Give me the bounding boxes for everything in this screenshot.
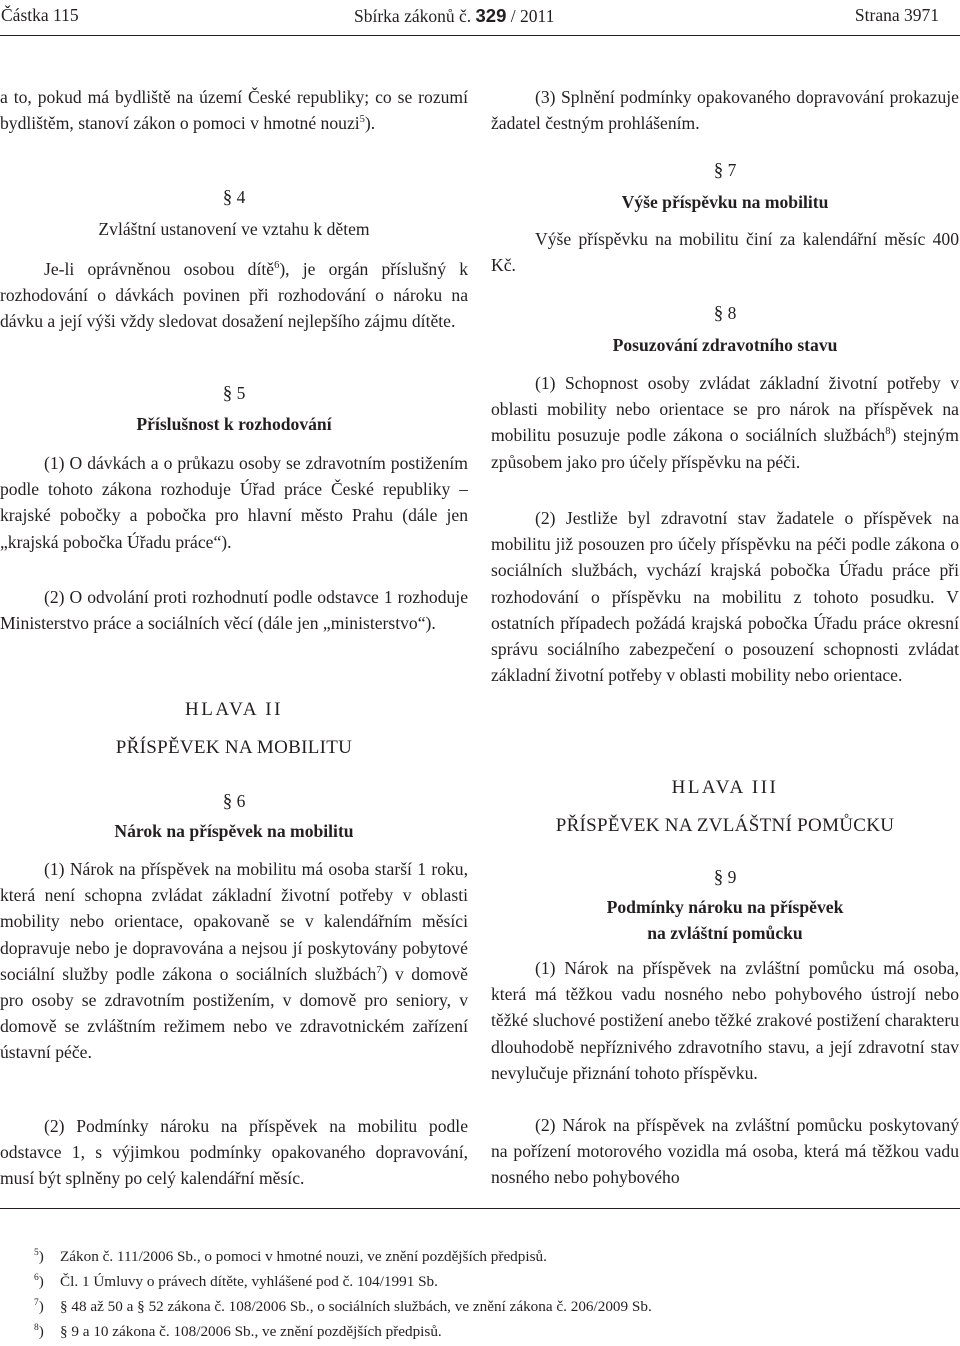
- footnote-ref: 8: [885, 426, 891, 438]
- section-6-para-1-b: ) v domově pro osoby se zdravotním postižením, v domově pro seniory, v domově se zvláštním režimem nebo ve zdravotnickém zařízení ústavní péče.: [0, 963, 468, 1063]
- section-6-para-2: (2) Podmínky nároku na příspěvek na mobilitu podle odstavce 1, s výjimkou podmínky opakovaného dopravování, musí být splněny po celý kalendářní měsíc.: [0, 1116, 468, 1189]
- section-4-text: [0, 256, 468, 335]
- footnote-text: Čl. 1 Úmluvy o právech dítěte, vyhlášené pod č. 104/1991 Sb.: [60, 1273, 438, 1290]
- section-number: 7: [727, 160, 737, 180]
- section-sign: §: [713, 160, 724, 181]
- section-8-title: Posuzování zdravotního stavu: [612, 335, 838, 355]
- section-5-para-2: (2) O odvolání proti rozhodnutí podle odstavce 1 rozhoduje Ministerstvo práce a sociálních věcí (dále jen „ministerstvo“).: [0, 587, 468, 634]
- section-9-para-2: (2) Nárok na příspěvek na zvláštní pomůcku poskytovaný na pořízení motorového vozidla má osoba, která má těžkou vadu nosného nebo pohybového: [491, 1115, 959, 1188]
- section-9-para-1: (1) Nárok na příspěvek na zvláštní pomůcku má osoba, která má těžkou vadu nosného nebo pohybového ústrojí nebo těžké sluchové postižení anebo těžké zrakové postižení charakteru dlouhodobě nepříznivého zdravotního stavu, a její zdravotní stav nevylučuje přiznání tohoto příspěvku.: [491, 958, 959, 1083]
- intro-paragraph: [0, 84, 468, 136]
- footnote-number: 6: [34, 1273, 39, 1283]
- footnote-rule: [0, 1208, 960, 1209]
- footnote-text: Zákon č. 111/2006 Sb., o pomoci v hmotné nouzi, ve znění pozdějších předpisů.: [60, 1248, 547, 1265]
- section-8-para-1-b: ) stejným způsobem jako pro účely příspěvku na péči.: [491, 425, 959, 472]
- section-4-text-a: Je-li oprávněnou osobou dítě: [44, 259, 275, 279]
- header-collection: [354, 5, 554, 27]
- footnote: [34, 1247, 547, 1267]
- section-7-text: Výše příspěvku na mobilitu činí za kalendářní měsíc 400 Kč.: [491, 229, 959, 276]
- footnote-ref: 6: [274, 260, 280, 271]
- section-8-para-2: (2) Jestliže byl zdravotní stav žadatele o příspěvek na mobilitu již posouzen pro účely příspěvku na péči podle zákona o sociálních službách, vychází krajská pobočka Úřadu práce při rozhodování o příspěvku na mobilitu z tohoto posudku. V ostatních případech požádá krajská pobočka Úřadu práce okresní správu sociálního zabezpečení o posouzení schopnosti zvládat základní životní potřeby v oblasti mobility nebo orientace.: [491, 508, 959, 686]
- page-header: [0, 0, 960, 32]
- footnote-ref: 5: [359, 114, 365, 126]
- intro-text-end: ).: [364, 113, 376, 134]
- section-number: 9: [727, 867, 737, 887]
- section-number: 5: [236, 383, 246, 403]
- section-6-para-1: [0, 856, 468, 1066]
- header-year: / 2011: [510, 6, 555, 26]
- section-number: 6: [236, 791, 246, 811]
- section-5-number: [0, 380, 468, 407]
- footnote: [34, 1322, 442, 1342]
- header-collection-prefix: Sbírka zákonů č.: [354, 6, 472, 26]
- header-rule: [0, 35, 960, 36]
- section-7-title: Výše příspěvku na mobilitu: [621, 192, 829, 212]
- section-6-number: [0, 788, 468, 815]
- section-number: 4: [236, 187, 246, 207]
- footnote-number: 5: [34, 1248, 39, 1258]
- section-sign: §: [222, 791, 233, 812]
- section-8-para-1-a: (1) Schopnost osoby zvládat základní životní potřeby v oblasti mobility nebo orientace se pro nárok na příspěvek na mobilitu posuzuje podle zákona o sociálních službách: [491, 373, 959, 446]
- section-6-para-3: (3) Splnění podmínky opakovaného dopravování prokazuje žadatel čestným prohlášením.: [491, 87, 959, 134]
- hlava-2-title: PŘÍSPĚVEK NA MOBILITU: [115, 737, 353, 758]
- footnote: [34, 1272, 438, 1292]
- footnote-paren: ): [38, 1323, 44, 1340]
- header-part: Částka 115: [1, 5, 79, 25]
- hlava-3-label: HLAVA III: [671, 777, 779, 798]
- footnote-ref: 7: [376, 964, 382, 976]
- section-4-text-b: ), je orgán příslušný k rozhodování o dávkách povinen při rozhodování o nároku na dávku a její výši vždy sledovat dosažení nejlepšího zájmu dítěte.: [0, 259, 468, 332]
- section-5-title: Příslušnost k rozhodování: [136, 414, 332, 434]
- section-4-number: [0, 184, 468, 211]
- section-sign: §: [713, 303, 724, 324]
- footnote-paren: ): [38, 1273, 44, 1290]
- header-page-number: Strana 3971: [854, 5, 939, 25]
- section-4-title: Zvláštní ustanovení ve vztahu k dětem: [98, 219, 370, 239]
- section-9-number: [491, 864, 959, 891]
- footnote-paren: ): [38, 1248, 44, 1265]
- footnote-paren: ): [38, 1298, 44, 1315]
- section-number: 8: [727, 303, 737, 323]
- section-sign: §: [222, 187, 233, 208]
- hlava-2-label: HLAVA II: [185, 699, 283, 720]
- footnote-number: 8: [34, 1323, 39, 1333]
- section-5-para-1: (1) O dávkách a o průkazu osoby se zdravotním postižením podle tohoto zákona rozhoduje Úřad práce České republiky – krajské pobočky a pobočka pro hlavní město Prahu (dále jen „krajská pobočka Úřadu práce“).: [0, 453, 468, 552]
- section-8-para-1: [491, 370, 959, 475]
- section-6-title: Nárok na příspěvek na mobilitu: [114, 821, 354, 841]
- section-7-number: [491, 157, 959, 184]
- section-6-para-1-a: (1) Nárok na příspěvek na mobilitu má osoba starší 1 roku, která není schopna zvládat základní životní potřeby v oblasti mobility nebo orientace, opakovaně se v kalendářním měsíci dopravuje nebo je dopravována a nejsou jí poskytovány pobytové sociální služby podle zákona o sociálních službách: [0, 859, 468, 984]
- footnote-text: § 48 až 50 a § 52 zákona č. 108/2006 Sb., o sociálních službách, ve znění zákona č. 206/2009 Sb.: [60, 1298, 652, 1315]
- header-law-number: 329: [475, 5, 507, 26]
- footnote-number: 7: [34, 1298, 39, 1308]
- hlava-3-title: PŘÍSPĚVEK NA ZVLÁŠTNÍ POMŮCKU: [555, 815, 895, 836]
- footnote: [34, 1297, 652, 1317]
- section-sign: §: [222, 383, 233, 404]
- section-8-number: [491, 300, 959, 327]
- section-9-title-1: Podmínky nároku na příspěvek: [606, 897, 844, 917]
- section-sign: §: [713, 867, 724, 888]
- footnote-text: § 9 a 10 zákona č. 108/2006 Sb., ve znění pozdějších předpisů.: [60, 1323, 442, 1340]
- intro-text: a to, pokud má bydliště na území České republiky; co se rozumí bydlištěm, stanoví zákon o pomoci v hmotné nouzi: [0, 87, 468, 134]
- section-9-title-2: na zvláštní pomůcku: [647, 923, 803, 943]
